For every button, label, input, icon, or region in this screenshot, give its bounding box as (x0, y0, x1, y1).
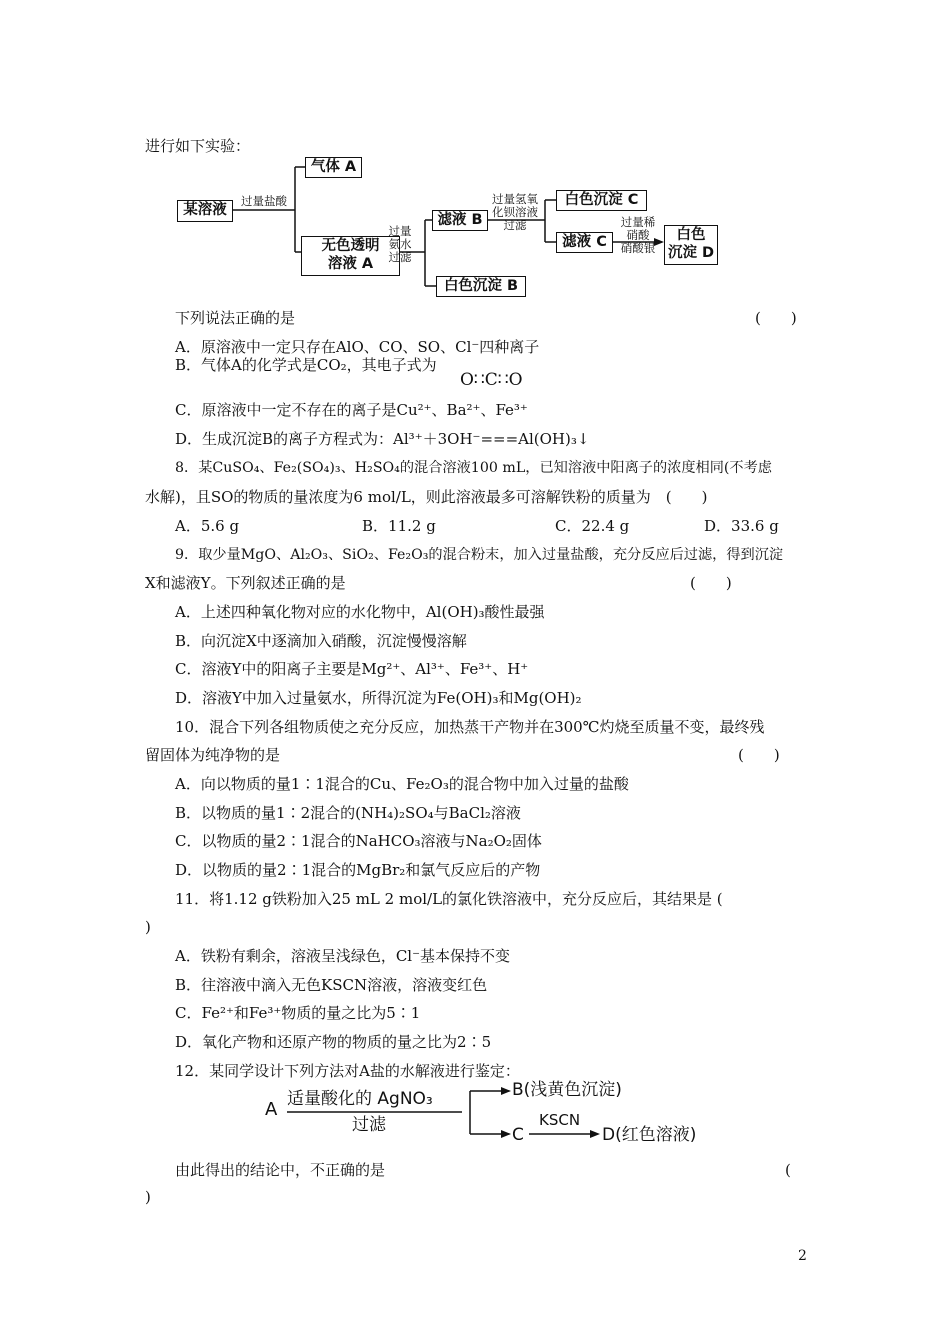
label-ammonia (380, 225, 420, 264)
box-filtrate-c: 滤液 C (556, 232, 613, 253)
q7-option-a: A．原溶液中一定只存在AlO、CO、SO、Cl⁻四种离子 (175, 338, 540, 356)
q10-option-c: C．以物质的量2∶1混合的NaHCO₃溶液与Na₂O₂固体 (175, 832, 542, 850)
q9-line1: 9．取少量MgO、Al₂O₃、SiO₂、Fe₂O₃的混合粉末，加入过量盐酸，充分反应后过滤，得到沉淀 (175, 547, 784, 563)
white-ppt-d-line1: 白色 (676, 227, 706, 243)
q11-option-b: B．往溶液中滴入无色KSCN溶液，溶液变红色 (175, 976, 488, 994)
q10-option-a: A．向以物质的量1∶1混合的Cu、Fe₂O₃的混合物中加入过量的盐酸 (175, 775, 629, 793)
q12-line1: 12．某同学设计下列方法对A盐的水解液进行鉴定： (175, 1062, 520, 1080)
q12-diagram-reagent: 适量酸化的 AgNO₃ (287, 1089, 433, 1109)
label-baoh-l2: 化钡溶液 (492, 205, 538, 219)
q7-option-b-formula: O∷C∷O (460, 370, 523, 390)
q12-diagram-kscn: KSCN (539, 1111, 581, 1129)
q11-option-a: A．铁粉有剩余，溶液呈浅绿色，Cl⁻基本保持不变 (175, 947, 511, 965)
white-ppt-d-line2: 沉淀 D (667, 245, 715, 261)
label-baoh-l3: 过滤 (503, 218, 527, 232)
label-baoh-l1: 过量氢氧 (492, 192, 538, 206)
q8-option-b: B．11.2 g (362, 517, 436, 535)
q7-bracket: ( ) (755, 309, 797, 327)
box-white-ppt-b: 白色沉淀 B (436, 276, 526, 297)
q12-diagram-a: A (265, 1099, 278, 1120)
page-number: 2 (798, 1248, 807, 1264)
q12-stem: 由此得出的结论中，不正确的是 (175, 1161, 386, 1179)
q10-line1: 10．混合下列各组物质使之充分反应，加热蒸干产物并在300℃灼烧至质量不变，最终残 (175, 718, 765, 736)
q7-option-c: C．原溶液中一定不存在的离子是Cu²⁺、Ba²⁺、Fe³⁺ (175, 401, 528, 419)
q8-option-a: A．5.6 g (175, 517, 240, 535)
label-baoh (485, 193, 545, 232)
q11-line2: ) (145, 918, 151, 936)
solution-a-line2: 溶液 A (327, 256, 374, 272)
q11-line1: 11．将1.12 g铁粉加入25 mL 2 mol/L的氯化铁溶液中，充分反应后，其结果是 ( (175, 890, 723, 908)
label-ammonia-l1: 过量 (388, 224, 412, 238)
q9-option-b: B．向沉淀X中逐滴加入硝酸，沉淀慢慢溶解 (175, 632, 467, 650)
q9-option-c: C．溶液Y中的阳离子主要是Mg²⁺、Al³⁺、Fe³⁺、H⁺ (175, 660, 529, 678)
q10-option-b: B．以物质的量1∶2混合的(NH₄)₂SO₄与BaCl₂溶液 (175, 804, 521, 822)
label-hcl: 过量盐酸 (241, 194, 287, 208)
q12-diagram-d: D(红色溶液) (602, 1125, 697, 1145)
q12-bracket-left: ( (785, 1161, 791, 1179)
q7-option-b: B．气体A的化学式是CO₂，其电子式为 (175, 356, 437, 374)
label-hno3-l1: 过量稀 (620, 215, 656, 229)
label-hno3 (612, 216, 664, 255)
q9-bracket: ( ) (690, 574, 732, 592)
solution-a-line1: 无色透明 (321, 238, 380, 254)
label-hno3-l3: 硝酸银 (620, 241, 656, 255)
q11-option-c: C．Fe²⁺和Fe³⁺物质的量之比为5∶1 (175, 1004, 421, 1022)
box-filtrate-b: 滤液 B (432, 210, 488, 231)
q8-line1: 8．某CuSO₄、Fe₂(SO₄)₃、H₂SO₄的混合溶液100 mL，已知溶液中阳离子的浓度相同(不考虑 (175, 460, 772, 476)
q7-option-d: D．生成沉淀B的离子方程式为：Al³⁺＋3OH⁻===Al(OH)₃↓ (175, 430, 590, 448)
label-ammonia-l3: 过滤 (388, 250, 412, 264)
q12-bracket-right: ) (145, 1188, 151, 1206)
q9-option-d: D．溶液Y中加入过量氨水，所得沉淀为Fe(OH)₃和Mg(OH)₂ (175, 689, 582, 707)
q12-diagram-b: B(浅黄色沉淀) (512, 1080, 622, 1100)
label-hno3-l2: 硝酸 (626, 228, 650, 242)
box-white-ppt-c: 白色沉淀 C (556, 190, 647, 211)
q10-option-d: D．以物质的量2∶1混合的MgBr₂和氯气反应后的产物 (175, 861, 541, 879)
box-start-solution: 某溶液 (177, 200, 233, 222)
label-ammonia-l2: 氨水 (388, 237, 412, 251)
box-gas-a: 气体 A (305, 157, 362, 178)
q10-line2: 留固体为纯净物的是 (145, 746, 281, 764)
q12-diagram-filter: 过滤 (352, 1115, 386, 1135)
intro-text: 进行如下实验： (145, 137, 251, 155)
q9-line2: X和滤液Y。下列叙述正确的是 (145, 574, 346, 592)
q12-diagram-c: C (512, 1125, 524, 1145)
q11-option-d: D．氧化产物和还原产物的物质的量之比为2∶5 (175, 1033, 492, 1051)
q7-stem: 下列说法正确的是 (175, 309, 296, 327)
q8-line2: 水解)，且SO的物质的量浓度为6 mol/L，则此溶液最多可溶解铁粉的质量为 ( ) (145, 488, 708, 506)
q8-option-c: C．22.4 g (555, 517, 630, 535)
box-white-ppt-d (664, 225, 718, 265)
q8-option-d: D．33.6 g (704, 517, 779, 535)
q10-bracket: ( ) (738, 746, 780, 764)
q9-option-a: A．上述四种氧化物对应的水化物中，Al(OH)₃酸性最强 (175, 603, 545, 621)
